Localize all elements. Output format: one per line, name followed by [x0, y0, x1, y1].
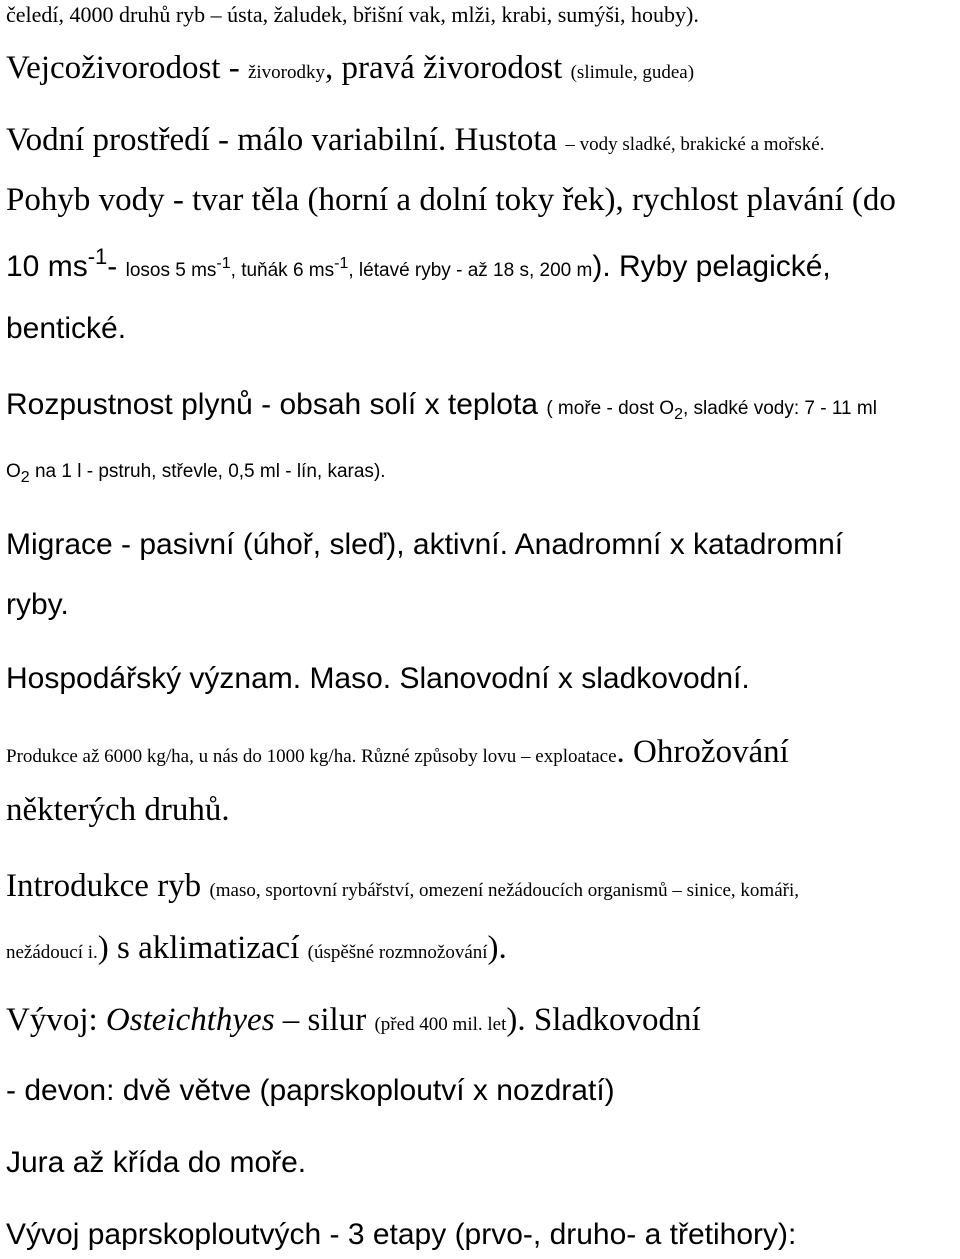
line-12-b: . Ohrožování — [616, 734, 789, 770]
line-19-text: Vývoj paprskoploutvých - 3 etapy (prvo-, druho- a třetihory): — [6, 1218, 797, 1251]
line-16-d: (před 400 mil. let — [374, 1014, 507, 1035]
line-3-b: – vody sladké, brakické a mořské. — [565, 134, 825, 155]
line-17 — [6, 1076, 615, 1106]
line-13 — [6, 794, 230, 827]
line-2-c: , pravá živorodost — [325, 50, 571, 86]
line-10 — [6, 590, 69, 620]
line-7 — [6, 388, 877, 423]
line-17-text: - devon: dvě větve (paprskoploutví x nozdratí) — [6, 1074, 615, 1107]
line-15 — [6, 932, 507, 965]
line-5 — [6, 244, 831, 283]
line-18-text: Jura až křída do moře. — [6, 1146, 307, 1179]
line-5-b: - — [107, 250, 126, 283]
line-5-d-sup: -1 — [334, 255, 349, 272]
line-11 — [6, 664, 750, 694]
line-10-text: ryby. — [6, 588, 69, 621]
line-14-a: Introdukce ryb — [6, 868, 210, 904]
line-8-b: na 1 l - pstruh, střevle, 0,5 ml - lín, karas — [29, 461, 374, 482]
line-15-d: ). — [487, 930, 507, 966]
line-15-a: nežádoucí i. — [6, 942, 98, 963]
line-7-b: ( moře - dost O — [546, 398, 675, 419]
line-12-a: Produkce až 6000 kg/ha, u nás do 1000 kg/ha. Různé způsoby lovu – exploatace — [6, 746, 617, 767]
line-5-f: ). Ryby pelagické, — [592, 250, 831, 283]
line-5-c: losos 5 ms — [125, 260, 217, 281]
line-8 — [6, 461, 386, 486]
line-8-c: ). — [373, 461, 386, 482]
line-6-text: bentické. — [6, 312, 127, 345]
line-1-text: čeledí, 4000 druhů ryb – ústa, žaludek, břišní vak, mlži, krabi, sumýši, houby — [6, 2, 687, 27]
line-5-a: 10 ms — [6, 250, 88, 283]
line-16-b: Osteichthyes — [105, 1002, 275, 1038]
line-5-d: , tuňák 6 ms — [230, 260, 335, 281]
line-5-e: , létavé ryby - až 18 s, 200 m — [348, 260, 593, 281]
line-8-a: O — [6, 461, 21, 482]
line-4 — [6, 184, 896, 217]
line-13-text: některých druhů. — [6, 792, 230, 828]
line-16-c: – silur — [274, 1002, 375, 1038]
line-18 — [6, 1148, 306, 1178]
line-3 — [6, 124, 824, 157]
line-9-text: Migrace - pasivní (úhoř, sleď), aktivní. Anadromní x katadromní — [6, 528, 844, 561]
line-6 — [6, 314, 126, 344]
line-16-e: ). Sladkovodní — [506, 1002, 701, 1038]
line-3-a: Vodní prostředí - málo variabilní. Hustota — [6, 122, 566, 158]
line-4-text: Pohyb vody - tvar těla (horní a dolní toky řek), rychlost plavání (do — [6, 182, 896, 218]
line-5-a-sup: -1 — [87, 244, 108, 269]
line-9 — [6, 530, 843, 560]
line-16-a: Vývoj: — [6, 1002, 106, 1038]
line-2 — [6, 52, 694, 85]
line-7-c: , sladké vody: 7 - 11 ml — [682, 398, 877, 419]
line-15-c: (úspěšné rozmnožování — [307, 942, 488, 963]
line-2-b: živorodky — [247, 62, 325, 83]
line-7-a: Rozpustnost plynů - obsah solí x teplota — [6, 388, 547, 421]
line-15-b: ) s aklimatizací — [97, 930, 308, 966]
line-1-tail: ). — [686, 2, 699, 27]
line-5-c-sup: -1 — [216, 255, 231, 272]
line-16 — [6, 1004, 701, 1037]
line-2-a: Vejcoživorodost - — [6, 50, 248, 86]
line-11-text: Hospodářský význam. Maso. Slanovodní x sladkovodní. — [6, 662, 750, 695]
line-7-b-sub: 2 — [674, 406, 683, 423]
line-1 — [6, 4, 699, 26]
line-14 — [6, 870, 799, 903]
line-12 — [6, 736, 789, 769]
line-8-a-sub: 2 — [20, 469, 30, 486]
line-14-b: (maso, sportovní rybářství, omezení nežádoucích organismů – sinice, komáři, — [209, 880, 799, 901]
line-19 — [6, 1220, 796, 1250]
line-2-d: (slimule, gudea) — [570, 62, 695, 83]
